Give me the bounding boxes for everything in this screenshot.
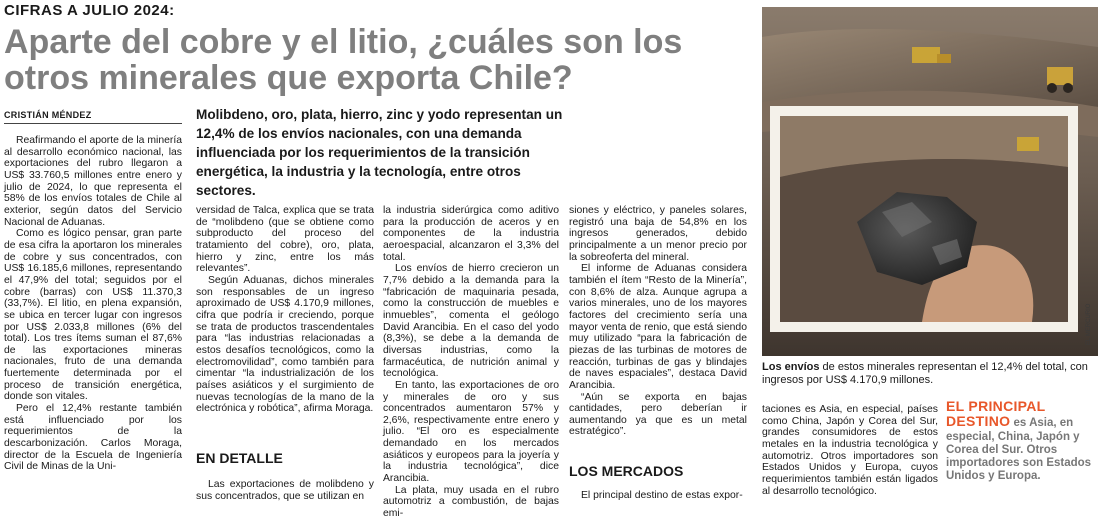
col5-paragraph: taciones es Asia, en especial, países como China, Japón y Corea del Sur, grandes consumidores de estos metales en la industria tecnológica y automotriz. Otros importadores son Estados Unidos y Europa, cuyos requerimientos también están ligados al desarrollo tecnológico. bbox=[762, 404, 938, 497]
column-2 bbox=[196, 205, 374, 415]
author-rule bbox=[4, 123, 182, 124]
col3-paragraph: Los envíos de hierro crecieron un 7,7% debido a la demanda para la “fabricación de maquinaria pesada, como la construcción de muebles e inmuebles”, comenta el geólogo David Arancibia. En el caso del yodo (8,3%), se debe a la demanda de diversas industrias, como la farmacéutica, de nutrición animal y tecnológica. bbox=[383, 263, 559, 380]
col3-paragraph: la industria siderúrgica como aditivo para la producción de aceros y en componentes de la industria aeroespacial, alcanzaron el 3,3% del total. bbox=[383, 205, 559, 263]
column-2-bottom bbox=[196, 479, 374, 502]
mining-photo-illustration bbox=[762, 7, 1098, 356]
deck: Molibdeno, oro, plata, hierro, zinc y yodo representan un 12,4% de los envíos nacionales, con una demanda influenciada por los requerimientos de la transición energética, la industria y la tecnología, entre otros sectores. bbox=[196, 107, 563, 198]
col4-paragraph: siones y eléctrico, y paneles solares, registró una baja de 54,8% en los ingresos generados, debido principalmente a un menor precio por la sobreoferta del mineral. bbox=[569, 205, 747, 263]
kicker: CIFRAS A JULIO 2024: bbox=[4, 2, 175, 19]
col2-paragraph: versidad de Talca, explica que se trata de “molibdeno (que se obtiene como subproducto del proceso del tratamiento del cobre), oro, plata, hierro y zinc, entre los más relevantes”. bbox=[196, 205, 374, 275]
pull-quote bbox=[946, 400, 1096, 484]
subhead-en-detalle: EN DETALLE bbox=[196, 450, 283, 466]
col4-paragraph: “Aún se exporta en bajas cantidades, pero deberían ir aumentando ya que es un metal estratégico”. bbox=[569, 391, 747, 438]
column-4-bottom bbox=[569, 490, 747, 502]
photo-caption bbox=[762, 361, 1098, 387]
caption-lead: Los envíos bbox=[762, 361, 820, 373]
col1-paragraph: Reafirmando el aporte de la minería al desarrollo económico nacional, las exportaciones del rubro llegaron a US$ 33.760,5 millones entre enero y julio de 2024, lo que representa el 58% de los envíos totales de Chile al exterior, según datos del Servicio Nacional de Aduanas. bbox=[4, 135, 182, 228]
col3-paragraph: En tanto, las exportaciones de oro y minerales de oro y sus concentrados aumentaron 57% y 2,6%, respectivamente entre enero y julio. “El oro es especialmente demandado en los mercados asiáticos y europeos para la joyería y la industria tecnológica”, dice Arancibia. bbox=[383, 379, 559, 485]
pull-quote-text: es Asia, en especial, China, Japón y Corea del Sur. Otros importadores son Estados Unidos y Europa. bbox=[946, 417, 1092, 483]
col3-paragraph: La plata, muy usada en el rubro automotriz a combustión, de bajas emi- bbox=[383, 484, 559, 520]
caption-text: de estos minerales representan el 12,4% del total, con ingresos por US$ 4.170,9 millones. bbox=[762, 361, 1088, 386]
headline: Aparte del cobre y el litio, ¿cuáles son los otros minerales que exporta Chile? bbox=[4, 23, 683, 97]
column-5 bbox=[762, 404, 938, 497]
column-1 bbox=[4, 135, 182, 473]
column-3 bbox=[383, 205, 559, 520]
col1-paragraph: Como es lógico pensar, gran parte de esa cifra la aportaron los minerales de cobre y sus concentrados, con US$ 16.185,6 millones, representando el 47,9% del total; seguidos por el cobre (barras) con US$ 11.370,3 (33,7%). El litio, en plena expansión, se ubica en tercer lugar con ingresos por US$ 2.033,8 millones (6% del total). Los tres ítems suman el 87,6% de las exportaciones mineras nacionales, fruto de una demanda fuertemente determinada por el proceso de transición energética, donde son vitales. bbox=[4, 228, 182, 403]
column-4 bbox=[569, 205, 747, 438]
author-byline: CRISTIÁN MÉNDEZ bbox=[4, 110, 92, 120]
col2-paragraph: Según Aduanas, dichos minerales son responsables de un ingreso aproximado de US$ 4.170,9 millones, cifra que podría ir creciendo, porque se trata de productos trascendentales para “las industrias relacionadas a estos desafíos tecnológicos, como la electromovilidad”, como también para cimentar “la industrialización de los países asiáticos y el surgimiento de nuevas tecnologías de la mano de la electrónica y robótica”, afirma Moraga. bbox=[196, 274, 374, 415]
photo-credit: EL MERCURIO bbox=[1086, 303, 1092, 345]
subhead-los-mercados: LOS MERCADOS bbox=[569, 463, 684, 479]
mining-photo bbox=[762, 7, 1098, 356]
col4-paragraph: El informe de Aduanas considera también el ítem “Resto de la Minería”, con 8,6% de alza. Aunque agrupa a varios minerales, uno de los mayores factores del crecimiento sería una mayor venta de renio, que está siendo muy utilizado “para la fabricación de piezas de las turbinas de motores de reacción, turbinas de gas y blindajes de naves espaciales”, destaca David Arancibia. bbox=[569, 263, 747, 391]
pull-quote-lead: EL PRINCIPAL DESTINO bbox=[946, 398, 1046, 430]
col4-paragraph: El principal destino de estas expor- bbox=[581, 490, 743, 501]
col1-paragraph: Pero el 12,4% restante también está influenciado por los requerimientos de la descarbonización. Carlos Moraga, director de la Escuela de Ingeniería Civil de Minas de la Uni- bbox=[4, 403, 182, 473]
col2-paragraph: Las exportaciones de molibdeno y sus concentrados, que se utilizan en bbox=[196, 479, 374, 502]
